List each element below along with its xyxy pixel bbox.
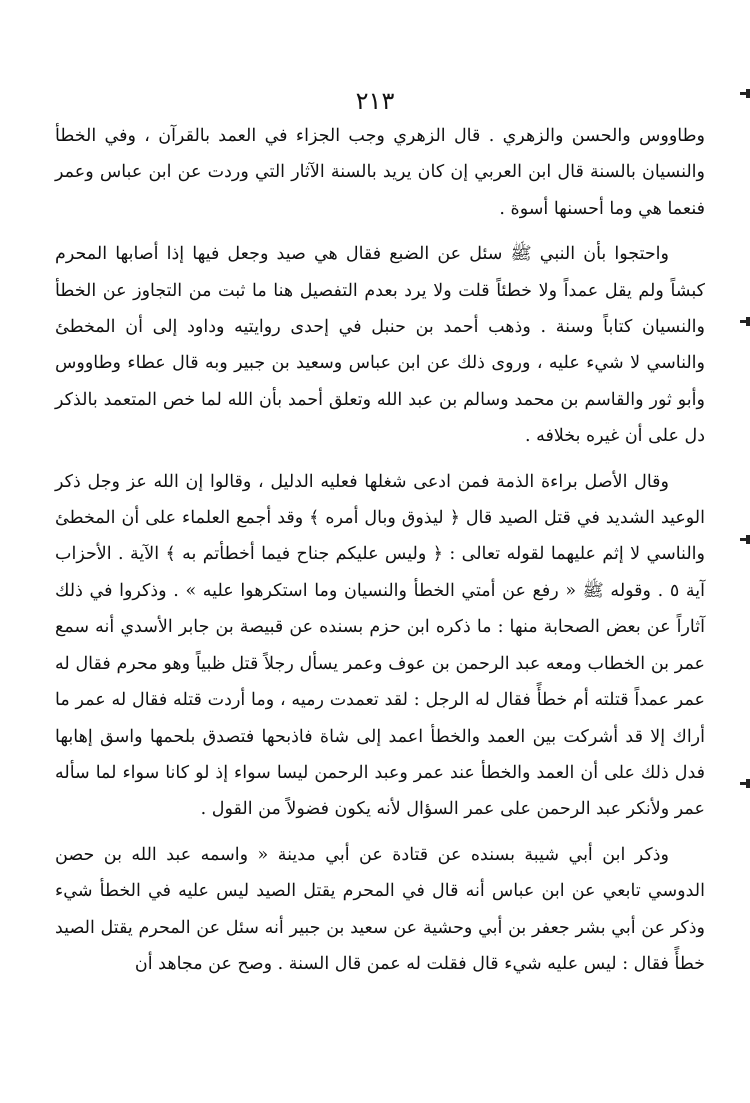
page-body-text <box>55 118 705 982</box>
paragraph-3: وقال الأصل براءة الذمة فمن ادعى شغلها فعليه الدليل ، وقالوا إن الله عز وجل ذكر الوعيد الشديد في قتل الصيد قال ﴿ ليذوق وبال أمره ﴾ وقد أجمع العلماء على أن المخطئ والناسي لا إثم عليهما لقوله تعالى : ﴿ وليس عليكم جناح فيما أخطأتم به ﴾ الآية . الأحزاب آية ٥ . وقوله ﷺ « رفع عن أمتي الخطأ والنسيان وما استكرهوا عليه » . وذكروا في ذلك آثاراً عن بعض الصحابة منها : ما ذكره ابن حزم بسنده عن قبيصة بن جابر الأسدي أنه سمع عمر بن الخطاب ومعه عبد الرحمن بن عوف وعمر يسأل رجلاً قتل ظبياً وهو محرم فقال له عمر عمداً قتلته أم خطأً فقال له الرجل : لقد تعمدت رميه ، وما أردت قتله فقال له عمر ما أراك إلا قد أشركت بين العمد والخطأ اعمد إلى شاة فاذبحها فتصدق بلحمها واسق إهابها فدل ذلك على أن العمد والخطأ عند عمر وعبد الرحمن ليسا سواء إذ لو كانا سواء لما سأله عمر ولأنكر عبد الرحمن على عمر السؤال لأنه يكون فضولاً من القول . <box>55 471 705 820</box>
binding-edge-mark <box>740 782 750 785</box>
paragraph-2: واحتجوا بأن النبي ﷺ سئل عن الضبع فقال هي صيد وجعل فيها إذا أصابها المحرم كبشاً ولم يقل عمداً ولا خطئاً قلت ولا يرد بعدم التفصيل هنا ما ثبت من التجاوز عن الخطأ والنسيان كتاباً وسنة . وذهب أحمد بن حنبل في إحدى روايتيه وداود إلى أن المخطئ والناسي لا شيء عليه ، وروى ذلك عن ابن عباس وسعيد بن جبير وبه قال عطاء وطاووس وأبو ثور والقاسم بن محمد وسالم بن عبد الله وتعلق أحمد بأن الله لما خص المتعمد بالذكر دل على أن غيره بخلافه . <box>55 244 705 447</box>
paragraph-1: وطاووس والحسن والزهري . قال الزهري وجب الجزاء في العمد بالقرآن ، وفي الخطأ والنسيان بالسنة قال ابن العربي إن كان يريد بالسنة الآثار التي وردت عن ابن عباس وعمر فنعما هي وما أحسنها أسوة . <box>55 126 705 219</box>
page-number: ٢١٣ <box>355 87 395 115</box>
binding-edge-mark <box>740 320 750 323</box>
paragraph-4: وذكر ابن أبي شيبة بسنده عن قتادة عن أبي مدينة « واسمه عبد الله بن حصن الدوسي تابعي عن ابن عباس أنه قال في المحرم يقتل الصيد ليس عليه في الخطأ شيء وذكر عن أبي بشر جعفر بن أبي وحشية عن سعيد بن جبير أنه سئل عن المحرم يقتل الصيد خطأً فقال : ليس عليه شيء قال فقلت له عمن قال السنة . وصح عن مجاهد أن <box>55 844 705 974</box>
binding-edge-mark <box>740 538 750 541</box>
binding-edge-mark <box>740 92 750 95</box>
